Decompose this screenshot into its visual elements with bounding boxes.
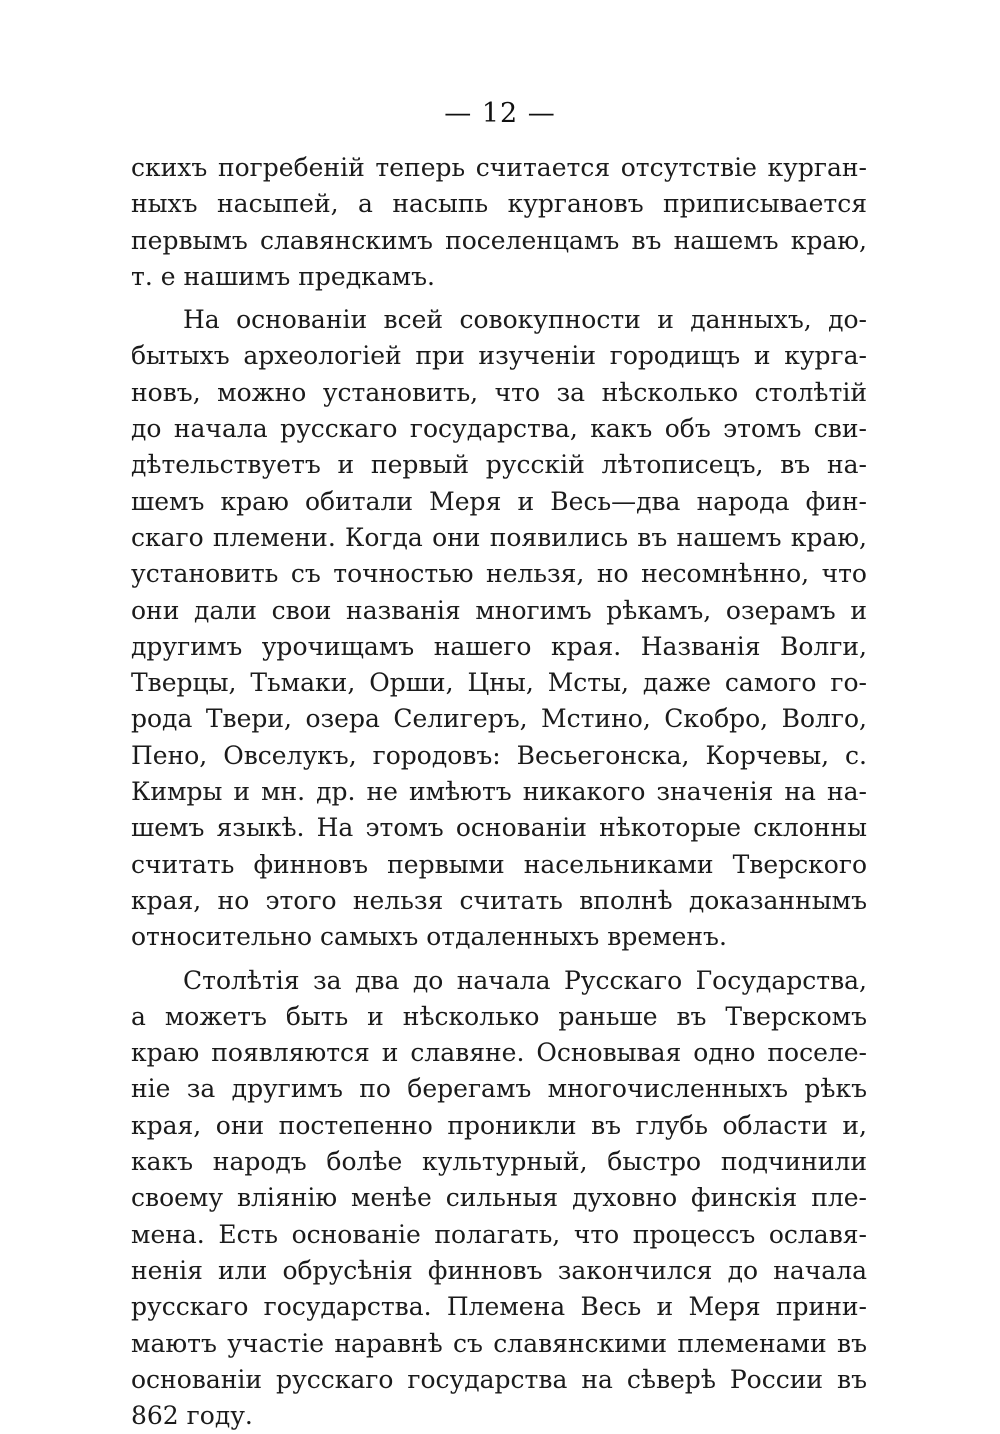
text-line: ныхъ насыпей, а насыпь кургановъ приписывается	[131, 189, 867, 219]
text-line: скихъ погребеній теперь считается отсутствіе курган-	[131, 153, 867, 182]
text-line: они дали свои названія многимъ рѣкамъ, озерамъ и	[131, 595, 867, 625]
text-line: рода Твери, озера Селигеръ, Мстино, Скобро, Волго,	[131, 704, 867, 734]
text-line: дѣтельствуетъ и первый русскій лѣтописецъ, въ на-	[131, 450, 867, 480]
text-line: новъ, можно установить, что за нѣсколько столѣтій	[131, 377, 867, 407]
text-line: Столѣтія за два до начала Русскаго Государства,	[183, 965, 867, 995]
text-line: Тверцы, Тьмаки, Орши, Цны, Мсты, даже самого го-	[131, 668, 867, 698]
text-line: какъ народъ болѣе культурный, быстро подчинили	[131, 1147, 867, 1177]
text-line: своему вліянію менѣе сильныя духовно финскія пле-	[131, 1183, 867, 1213]
text-line: а можетъ быть и нѣсколько раньше въ Тверскомъ	[131, 1001, 867, 1031]
paragraph-2	[131, 302, 867, 955]
text-line: 862 году.	[131, 1401, 253, 1431]
text-line: На основаніи всей совокупности и данныхъ, до-	[183, 305, 867, 335]
text-line: относительно самыхъ отдаленныхъ временъ.	[131, 922, 727, 952]
text-line: до начала русскаго государства, какъ объ этомъ сви-	[131, 414, 867, 444]
paragraph-1	[131, 150, 867, 295]
text-line: Пено, Овселукъ, городовъ: Весьегонска, Корчевы, с.	[131, 740, 867, 770]
body-text	[131, 150, 867, 1434]
text-line: края, но этого нельзя считать вполнѣ доказаннымъ	[131, 885, 867, 915]
text-line: основаніи русскаго государства на сѣверѣ России въ	[131, 1364, 867, 1394]
text-line: скаго племени. Когда они появились въ нашемъ краю,	[131, 522, 867, 552]
text-line: считать финновъ первыми насельниками Тверского	[131, 849, 867, 879]
text-line: другимъ урочищамъ нашего края. Названія Волги,	[131, 631, 867, 661]
text-line: первымъ славянскимъ поселенцамъ въ нашемъ краю,	[131, 225, 867, 255]
text-line: установить съ точностью нельзя, но несомнѣнно, что	[131, 559, 867, 589]
text-line: шемъ языкѣ. На этомъ основаніи нѣкоторые склонны	[131, 813, 867, 843]
text-line: ненія или обрусѣнія финновъ закончился до начала	[131, 1255, 867, 1285]
text-line: шемъ краю обитали Меря и Весь—два народа фин-	[131, 486, 867, 516]
text-line: маютъ участіе наравнѣ съ славянскими племенами въ	[131, 1328, 867, 1358]
text-line: края, они постепенно проникли въ глубь области и,	[131, 1110, 867, 1140]
text-line: русскаго государства. Племена Весь и Меря прини-	[131, 1292, 867, 1322]
text-line: Кимры и мн. др. не имѣютъ никакого значенія на на-	[131, 777, 867, 807]
text-line: мена. Есть основаніе полагать, что процессъ ославя-	[131, 1219, 867, 1249]
page-number: — 12 —	[444, 98, 556, 129]
paragraph-gap	[131, 295, 867, 302]
paragraph-gap	[131, 956, 867, 963]
text-line: бытыхъ археологіей при изученіи городищъ и курга-	[131, 341, 867, 371]
text-line: т. е нашимъ предкамъ.	[131, 261, 435, 291]
paragraph-3	[131, 963, 867, 1434]
text-line: краю появляются и славяне. Основывая одно поселе-	[131, 1038, 867, 1068]
text-line: ніе за другимъ по берегамъ многочисленныхъ рѣкъ	[131, 1074, 867, 1104]
